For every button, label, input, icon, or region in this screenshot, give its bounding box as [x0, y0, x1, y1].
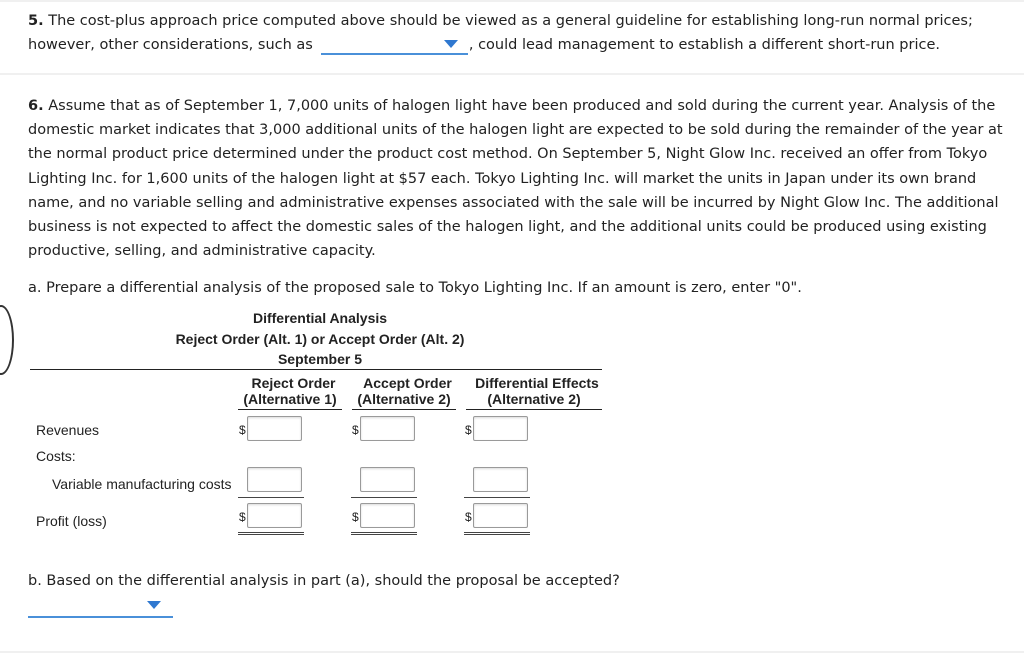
subtotal-rule-1	[238, 497, 304, 498]
col-reject-header-1: Reject Order	[251, 375, 336, 391]
revenues-differential-input[interactable]	[473, 416, 528, 441]
profit-reject-input[interactable]	[247, 503, 302, 528]
question-6-number: 6.	[28, 98, 44, 114]
variable-costs-accept-input[interactable]	[360, 467, 415, 492]
other-considerations-dropdown[interactable]	[321, 36, 468, 55]
question-5	[28, 9, 1018, 57]
question-6	[28, 94, 1020, 263]
col-reject-header-2: (Alternative 1)	[243, 391, 337, 407]
table-subtitle: Reject Order (Alt. 1) or Accept Order (Alt. 2)	[175, 331, 465, 347]
part-b-question: b. Based on the differential analysis in part (a), should the proposal be accepted?	[28, 573, 620, 589]
profit-accept-input[interactable]	[360, 503, 415, 528]
table-top-rule	[30, 369, 602, 370]
part-a-instructions: a. Prepare a differential analysis of the proposed sale to Tokyo Lighting Inc. If an amount is zero, enter "0".	[28, 280, 802, 296]
currency-symbol: $	[465, 423, 472, 437]
col-differential-header-2: (Alternative 2)	[487, 391, 581, 407]
currency-symbol: $	[239, 510, 246, 524]
col-differential-header-1: Differential Effects	[475, 375, 599, 391]
total-double-rule-1	[238, 532, 304, 535]
chevron-down-icon	[147, 601, 161, 609]
currency-symbol: $	[239, 423, 246, 437]
side-handle	[0, 305, 14, 375]
total-double-rule-2	[351, 532, 417, 535]
row-label-variable-costs: Variable manufacturing costs	[52, 476, 232, 492]
accept-proposal-dropdown[interactable]	[28, 597, 173, 618]
top-border	[0, 0, 1024, 2]
header-rule-3	[466, 409, 602, 410]
question-5-number: 5.	[28, 13, 44, 29]
currency-symbol: $	[465, 510, 472, 524]
question-6-text: Assume that as of September 1, 7,000 units of halogen light have been produced and sold during the current year. Analysis of the domestic market indicates that 3,000 additional units of the halogen light are expected to be sold during the remainder of the year at the normal product price determined under the product cost method. On September 5, Night Glow Inc. received an offer from Tokyo Lighting Inc. for 1,600 units of the halogen light at $57 each. Tokyo Lighting Inc. will market the units in Japan under its own brand name, and no variable selling and administrative expenses associated with the sale will be incurred by Night Glow Inc. The additional business is not expected to affect the domestic sales of the halogen light, and the additional units could be produced using existing productive, selling, and administrative capacity.	[28, 98, 1003, 260]
subtotal-rule-3	[464, 497, 530, 498]
subtotal-rule-2	[351, 497, 417, 498]
col-accept-header-1: Accept Order	[363, 375, 452, 391]
bottom-border	[0, 651, 1024, 653]
row-label-revenues: Revenues	[36, 422, 100, 438]
header-rule-1	[238, 409, 342, 410]
profit-differential-input[interactable]	[473, 503, 528, 528]
chevron-down-icon	[444, 40, 458, 48]
col-accept-header-2: (Alternative 2)	[357, 391, 451, 407]
revenues-accept-input[interactable]	[360, 416, 415, 441]
row-label-profit: Profit (loss)	[36, 513, 107, 529]
row-label-costs: Costs:	[36, 448, 76, 464]
total-double-rule-3	[464, 532, 530, 535]
header-rule-2	[352, 409, 456, 410]
table-title: Differential Analysis	[252, 310, 388, 326]
question-5-text-before: The cost-plus approach price computed above should be viewed as a general guideline for establishing long-run normal prices; however, other considerations, such as	[28, 13, 973, 53]
variable-costs-reject-input[interactable]	[247, 467, 302, 492]
revenues-reject-input[interactable]	[247, 416, 302, 441]
table-date: September 5	[277, 351, 363, 367]
currency-symbol: $	[352, 510, 359, 524]
section-divider	[0, 73, 1024, 75]
currency-symbol: $	[352, 423, 359, 437]
variable-costs-differential-input[interactable]	[473, 467, 528, 492]
question-5-text-after: , could lead management to establish a different short-run price.	[468, 37, 940, 53]
